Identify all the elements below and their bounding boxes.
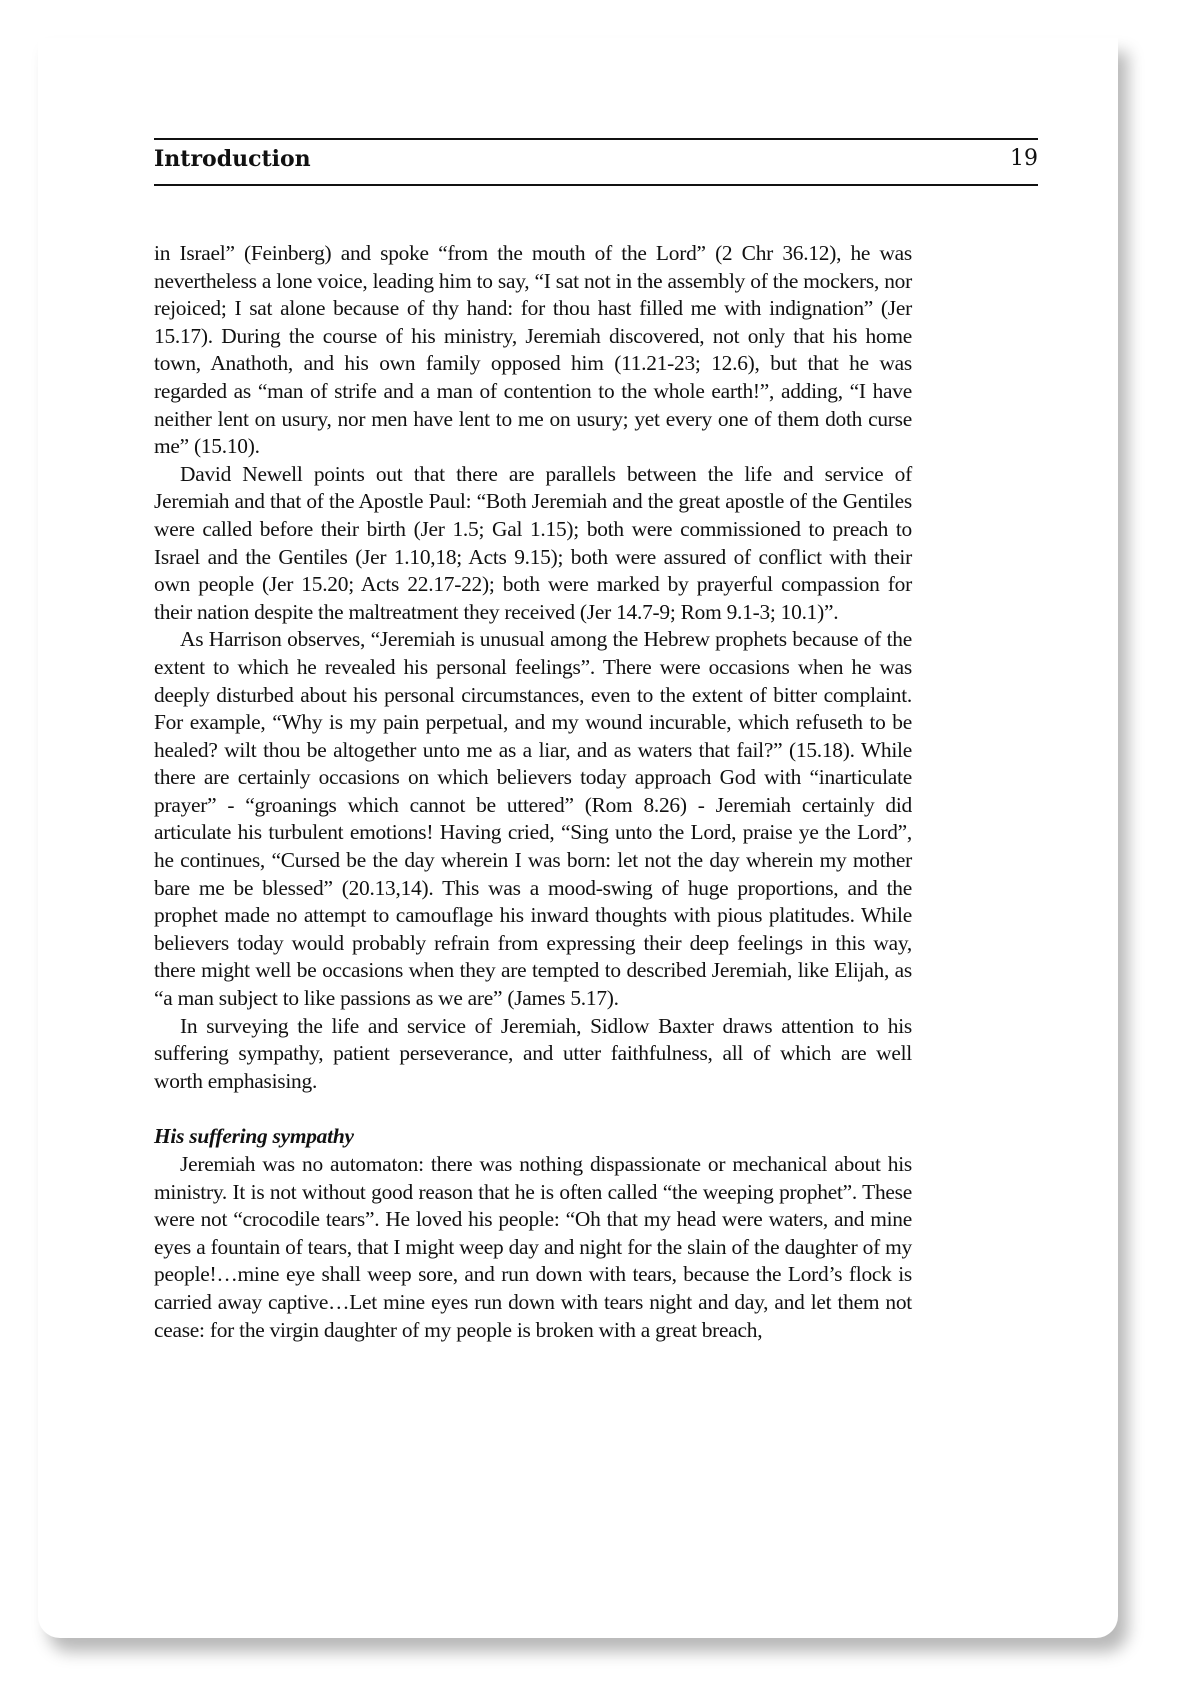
section-subheading: His suffering sympathy <box>154 1124 354 1149</box>
paragraph-1: in Israel” (Feinberg) and spoke “from the mouth of the Lord” (2 Chr 36.12), he was nevertheless a lone voice, leading him to say, “I sat not in the assembly of the mockers, nor rejoiced; I sat alone because of thy hand: for thou hast filled me with indignation” (Jer 15.17). During the course of his ministry, Jeremiah discovered, not only that his home town, Anathoth, and his own family opposed him (11.21-23; 12.6), but that he was regarded as “man of strife and a man of contention to the whole earth!”, adding, “I have neither lent on usury, nor men have lent to me on usury; yet every one of them doth curse me” (15.10). <box>154 241 912 459</box>
paragraph-2: David Newell points out that there are parallels between the life and service of Jeremiah and that of the Apostle Paul: “Both Jeremiah and the great apostle of the Gentiles were called before their birth (Jer 1.5; Gal 1.15); both were commissioned to preach to Israel and the Gentiles (Jer 1.10,18; Acts 9.15); both were assured of conflict with their own people (Jer 15.20; Acts 22.17-22); both were marked by prayerful compassion for their nation despite the maltreatment they received (Jer 14.7-9; Rom 9.1-3; 10.1)”. <box>154 461 912 624</box>
paragraph-5: Jeremiah was no automaton: there was nothing dispassionate or mechanical about his ministry. It is not without good reason that he is often called “the weeping prophet”. These were not “crocodile tears”. He loved his people: “Oh that my head were waters, and mine eyes a fountain of tears, that I might weep day and night for the slain of the daughter of my people!…mine eye shall weep sore, and run down with tears, because the Lord’s flock is carried away captive…Let mine eyes run down with tears night and day, and let them not cease: for the virgin daughter of my people is broken with a great breach, <box>154 1152 912 1342</box>
running-header <box>154 138 1038 186</box>
paragraph-3: As Harrison observes, “Jeremiah is unusual among the Hebrew prophets because of the extent to which he revealed his personal feelings”. There were occasions when he was deeply disturbed about his personal circumstances, even to the extent of bitter complaint. For example, “Why is my pain perpetual, and my wound incurable, which refuseth to be healed? wilt thou be altogether unto me as a liar, and as waters that fail?” (15.18). While there are certainly occasions on which believers today approach God with “inarticulate prayer” - “groanings which cannot be uttered” (Rom 8.26) - Jeremiah certainly did articulate his turbulent emotions! Having cried, “Sing unto the Lord, praise ye the Lord”, he continues, “Cursed be the day wherein I was born: let not the day wherein my mother bare me be blessed” (20.13,14). This was a mood-swing of huge proportions, and the prophet made no attempt to camouflage his inward thoughts with pious platitudes. While believers today would probably refrain from expressing their deep feelings in this way, there might well be occasions when they are tempted to described Jeremiah, like Elijah, as “a man subject to like passions as we are” (James 5.17). <box>154 627 912 1011</box>
page-number: 19 <box>1010 146 1038 171</box>
body-text <box>154 240 912 1344</box>
chapter-title: Introduction <box>154 146 311 172</box>
paragraph-4: In surveying the life and service of Jeremiah, Sidlow Baxter draws attention to his suffering sympathy, patient perseverance, and utter faithfulness, all of which are well worth emphasising. <box>154 1013 912 1093</box>
